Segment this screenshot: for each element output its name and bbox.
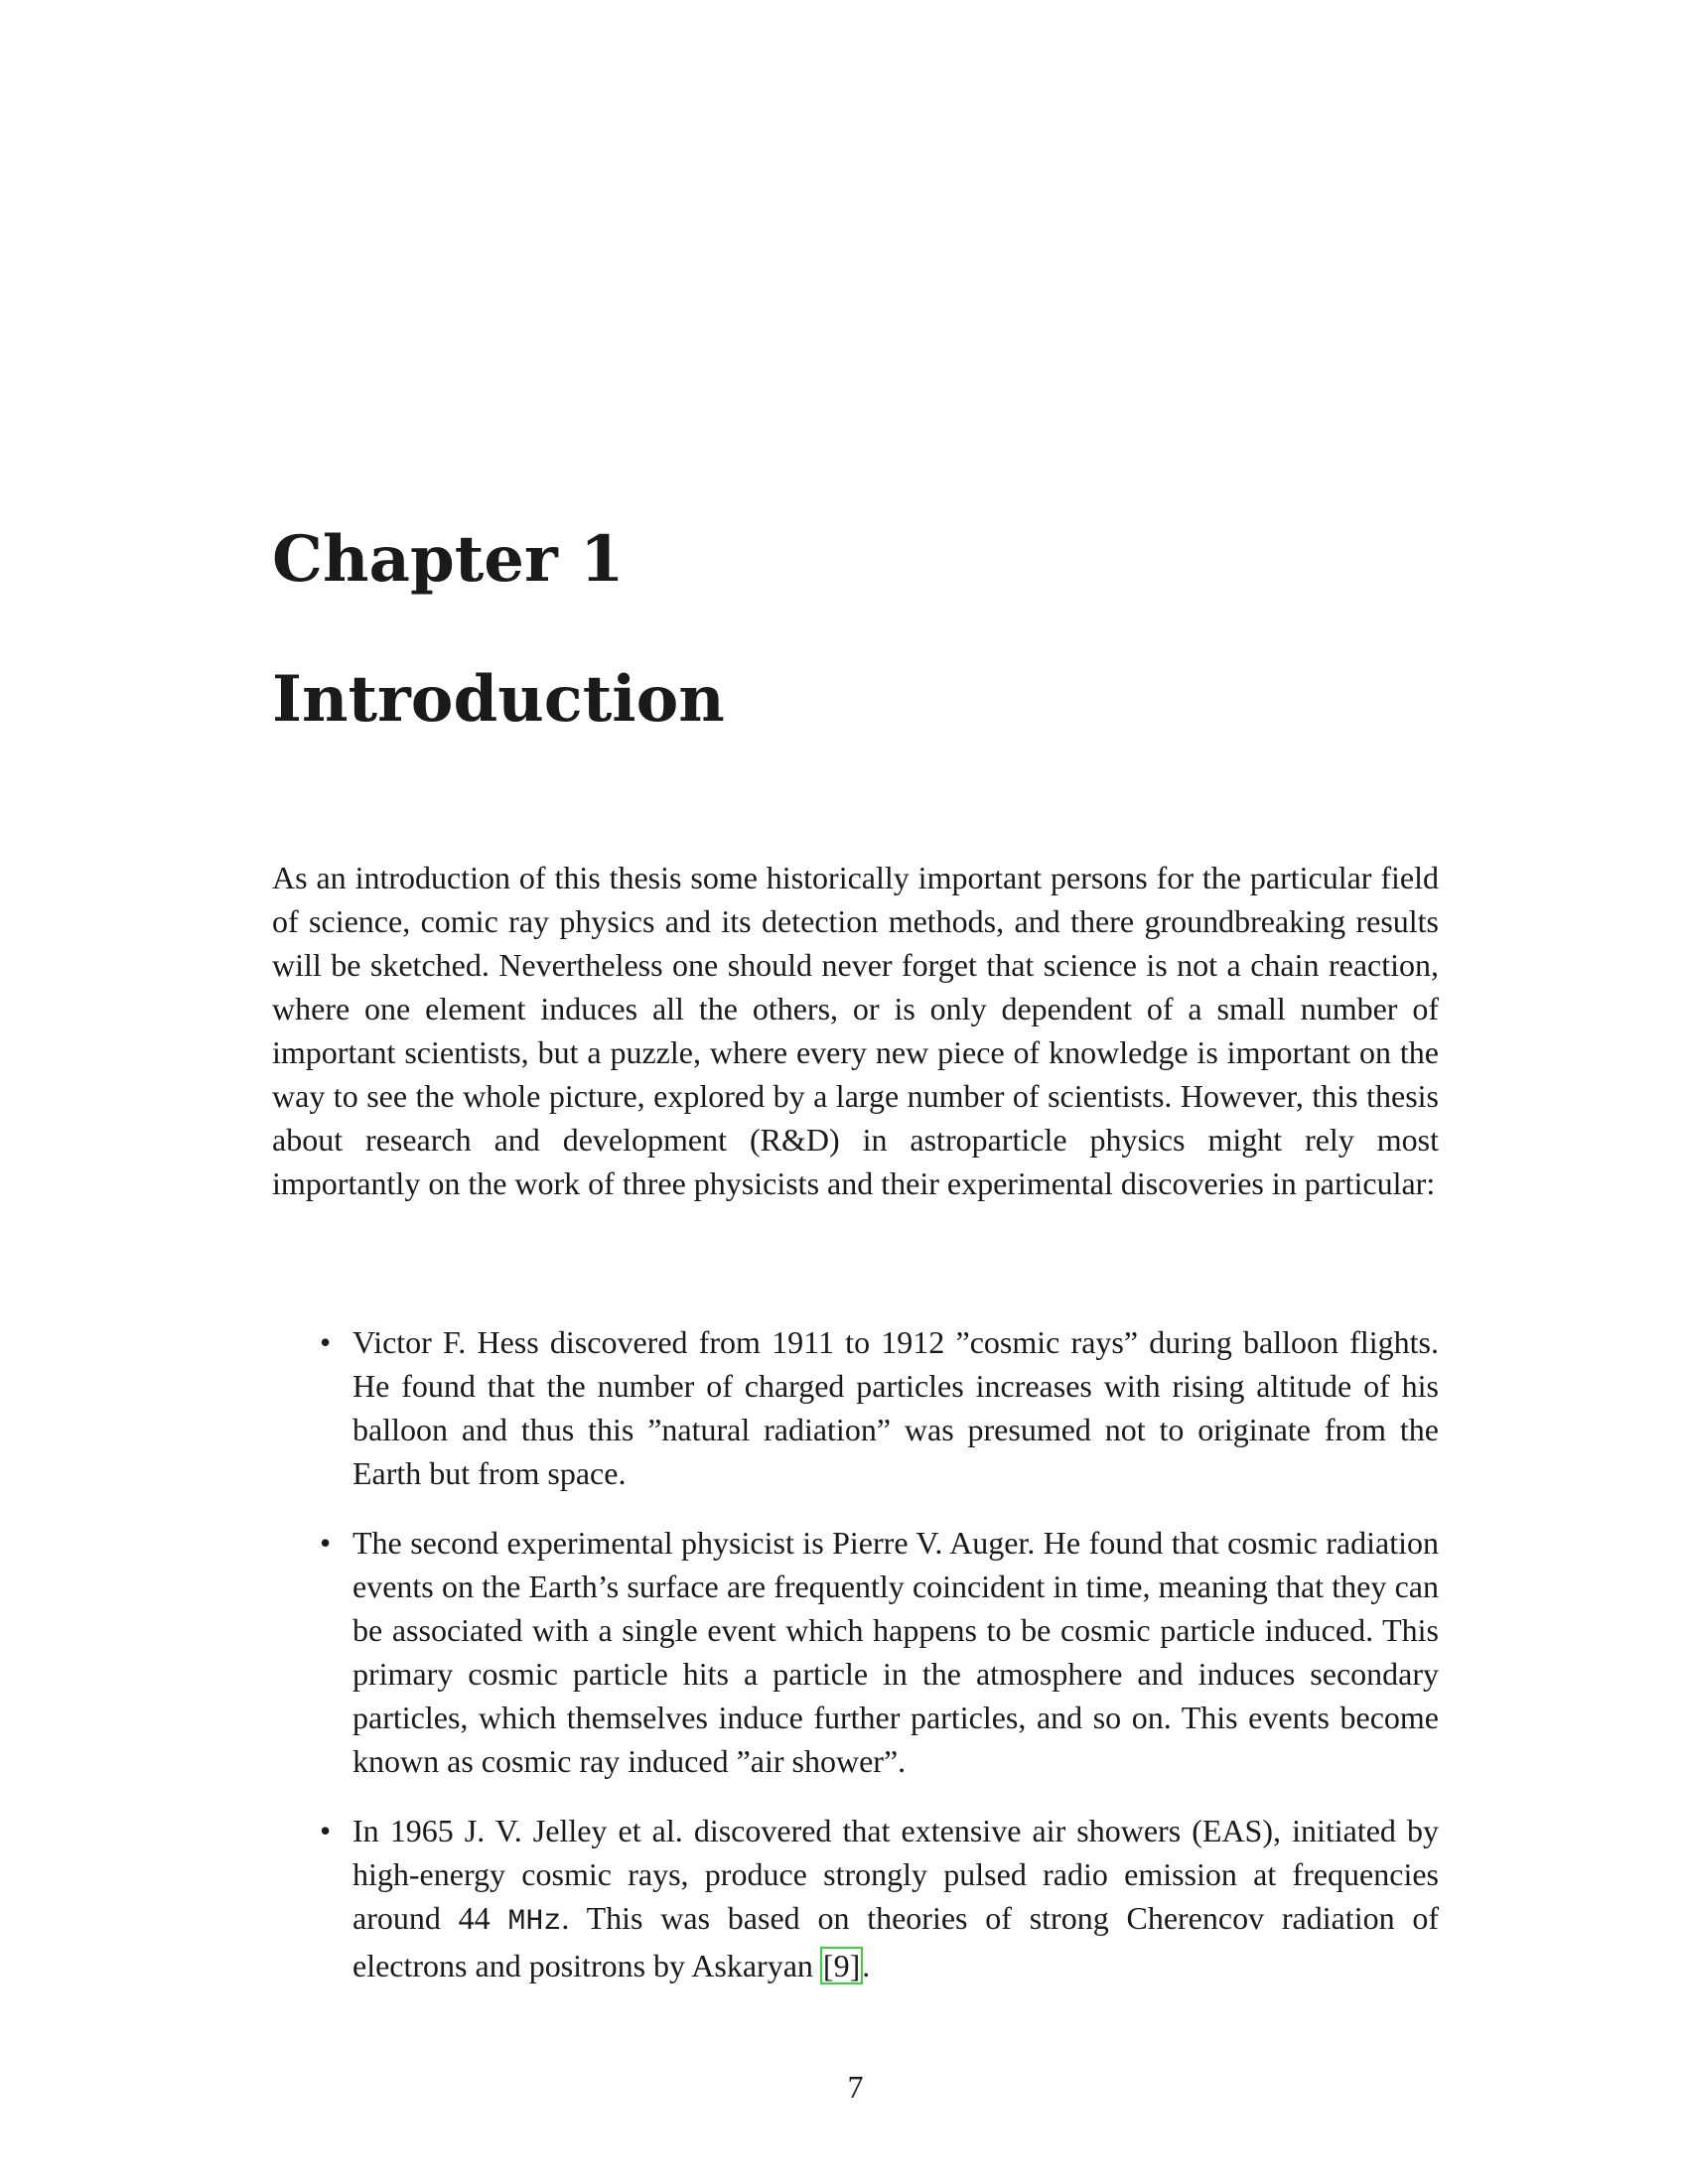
bullet-icon: • — [320, 1324, 332, 1360]
list-item — [272, 1320, 1439, 1495]
frequency-unit: MHz — [507, 1905, 562, 1939]
bullet-icon: • — [320, 1813, 332, 1848]
chapter-label: Chapter 1 — [272, 522, 625, 597]
document-page — [272, 0, 1439, 2184]
list-item — [272, 1809, 1439, 1987]
list-item — [272, 1521, 1439, 1783]
bullet-text-jelley — [352, 1813, 1439, 1983]
bullet-text-auger: The second experimental physicist is Pierre V. Auger. He found that cosmic radiation events on the Earth’s surface are frequently coincident in time, meaning that they can be associated with a single event which happens to be cosmic particle induced. This primary cosmic particle hits a particle in the atmosphere and induces secondary particles, which themselves induce further particles, and so on. This events become known as cosmic ray induced ”air shower”. — [352, 1525, 1439, 1779]
jelley-text-middle: . This was based on theories of strong Cherencov radiation of electrons and positrons by Askaryan — [352, 1900, 1440, 1983]
citation-link[interactable]: [9] — [822, 1948, 861, 1983]
bullet-list — [272, 1320, 1439, 2013]
jelley-text-before: In 1965 J. V. Jelley et al. discovered that extensive air showers (EAS), initiated by high-energy cosmic rays, produce strongly pulsed radio emission at frequencies around 44 — [352, 1813, 1439, 1936]
page-number: 7 — [847, 2069, 864, 2105]
bullet-text-hess: Victor F. Hess discovered from 1911 to 1912 ”cosmic rays” during balloon flights. He found that the number of charged particles increases with rising altitude of his balloon and thus this ”natural radiation” was presumed not to originate from the Earth but from space. — [352, 1324, 1439, 1491]
intro-paragraph: As an introduction of this thesis some historically important persons for the particular field of science, comic ray physics and its detection methods, and there groundbreaking results will be sketched. Nevertheless one should never forget that science is not a chain reaction, where one element induces all the others, or is only dependent of a small number of important scientists, but a puzzle, where every new piece of knowledge is important on the way to see the whole picture, explored by a large number of scientists. However, this thesis about research and development (R&D) in astroparticle physics might rely most importantly on the work of three physicists and their experimental discoveries in particular: — [272, 860, 1439, 1201]
jelley-text-after: . — [862, 1948, 871, 1983]
bullet-icon: • — [320, 1525, 332, 1561]
chapter-title: Introduction — [272, 662, 725, 737]
